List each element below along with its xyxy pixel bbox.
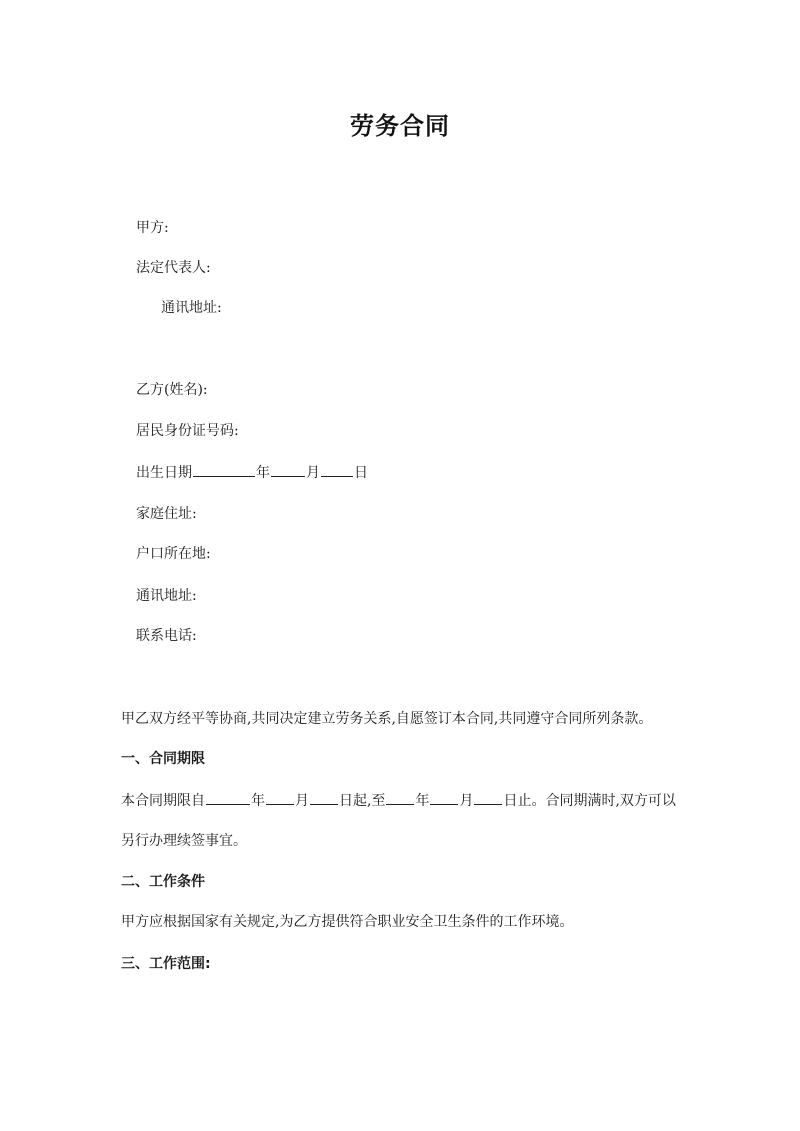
section-3-heading: 三、工作范围:	[121, 956, 211, 972]
legal-representative-label: 法定代表人:	[136, 260, 211, 276]
id-number-label: 居民身份证号码:	[136, 423, 239, 439]
birth-month-blank	[271, 462, 305, 477]
end-day-blank	[474, 790, 502, 805]
party-a-address-label: 通讯地址:	[161, 300, 222, 316]
end-month-unit: 月	[459, 793, 474, 809]
end-day-text: 日止。合同期满时,双方可以	[503, 793, 676, 809]
birth-day-blank	[321, 462, 353, 477]
start-day-text: 日起,至	[339, 793, 386, 809]
home-address-label: 家庭住址:	[136, 506, 197, 522]
phone-label: 联系电话:	[136, 628, 197, 644]
section-2-heading: 二、工作条件	[121, 874, 205, 890]
start-year-blank	[206, 790, 250, 805]
start-day-blank	[310, 790, 338, 805]
contract-term-line	[121, 790, 676, 811]
party-a-label: 甲方:	[136, 220, 169, 236]
party-b-name-label: 乙方(姓名):	[136, 382, 208, 398]
term-prefix: 本合同期限自	[121, 793, 205, 809]
birth-year-blank	[193, 462, 255, 477]
document-title: 劳务合同	[350, 112, 450, 140]
hukou-label: 户口所在地:	[136, 546, 211, 562]
birth-year-unit: 年	[256, 465, 270, 481]
start-month-unit: 月	[295, 793, 309, 809]
section-1-heading: 一、合同期限	[121, 751, 205, 767]
start-year-unit: 年	[251, 793, 265, 809]
intro-paragraph: 甲乙双方经平等协商,共同决定建立劳务关系,自愿签订本合同,共同遵守合同所列条款。	[121, 711, 653, 727]
birth-day-unit: 日	[354, 465, 368, 481]
birth-date-line	[136, 462, 368, 483]
party-b-address-label: 通讯地址:	[136, 588, 197, 604]
start-month-blank	[266, 790, 294, 805]
birth-date-prefix: 出生日期	[136, 465, 192, 481]
birth-month-unit: 月	[306, 465, 320, 481]
end-month-blank	[430, 790, 458, 805]
renewal-text: 另行办理续签事宜。	[121, 833, 247, 849]
work-conditions-text: 甲方应根据国家有关规定,为乙方提供符合职业安全卫生条件的工作环境。	[121, 914, 574, 930]
end-year-blank	[386, 790, 414, 805]
end-year-unit: 年	[415, 793, 430, 809]
